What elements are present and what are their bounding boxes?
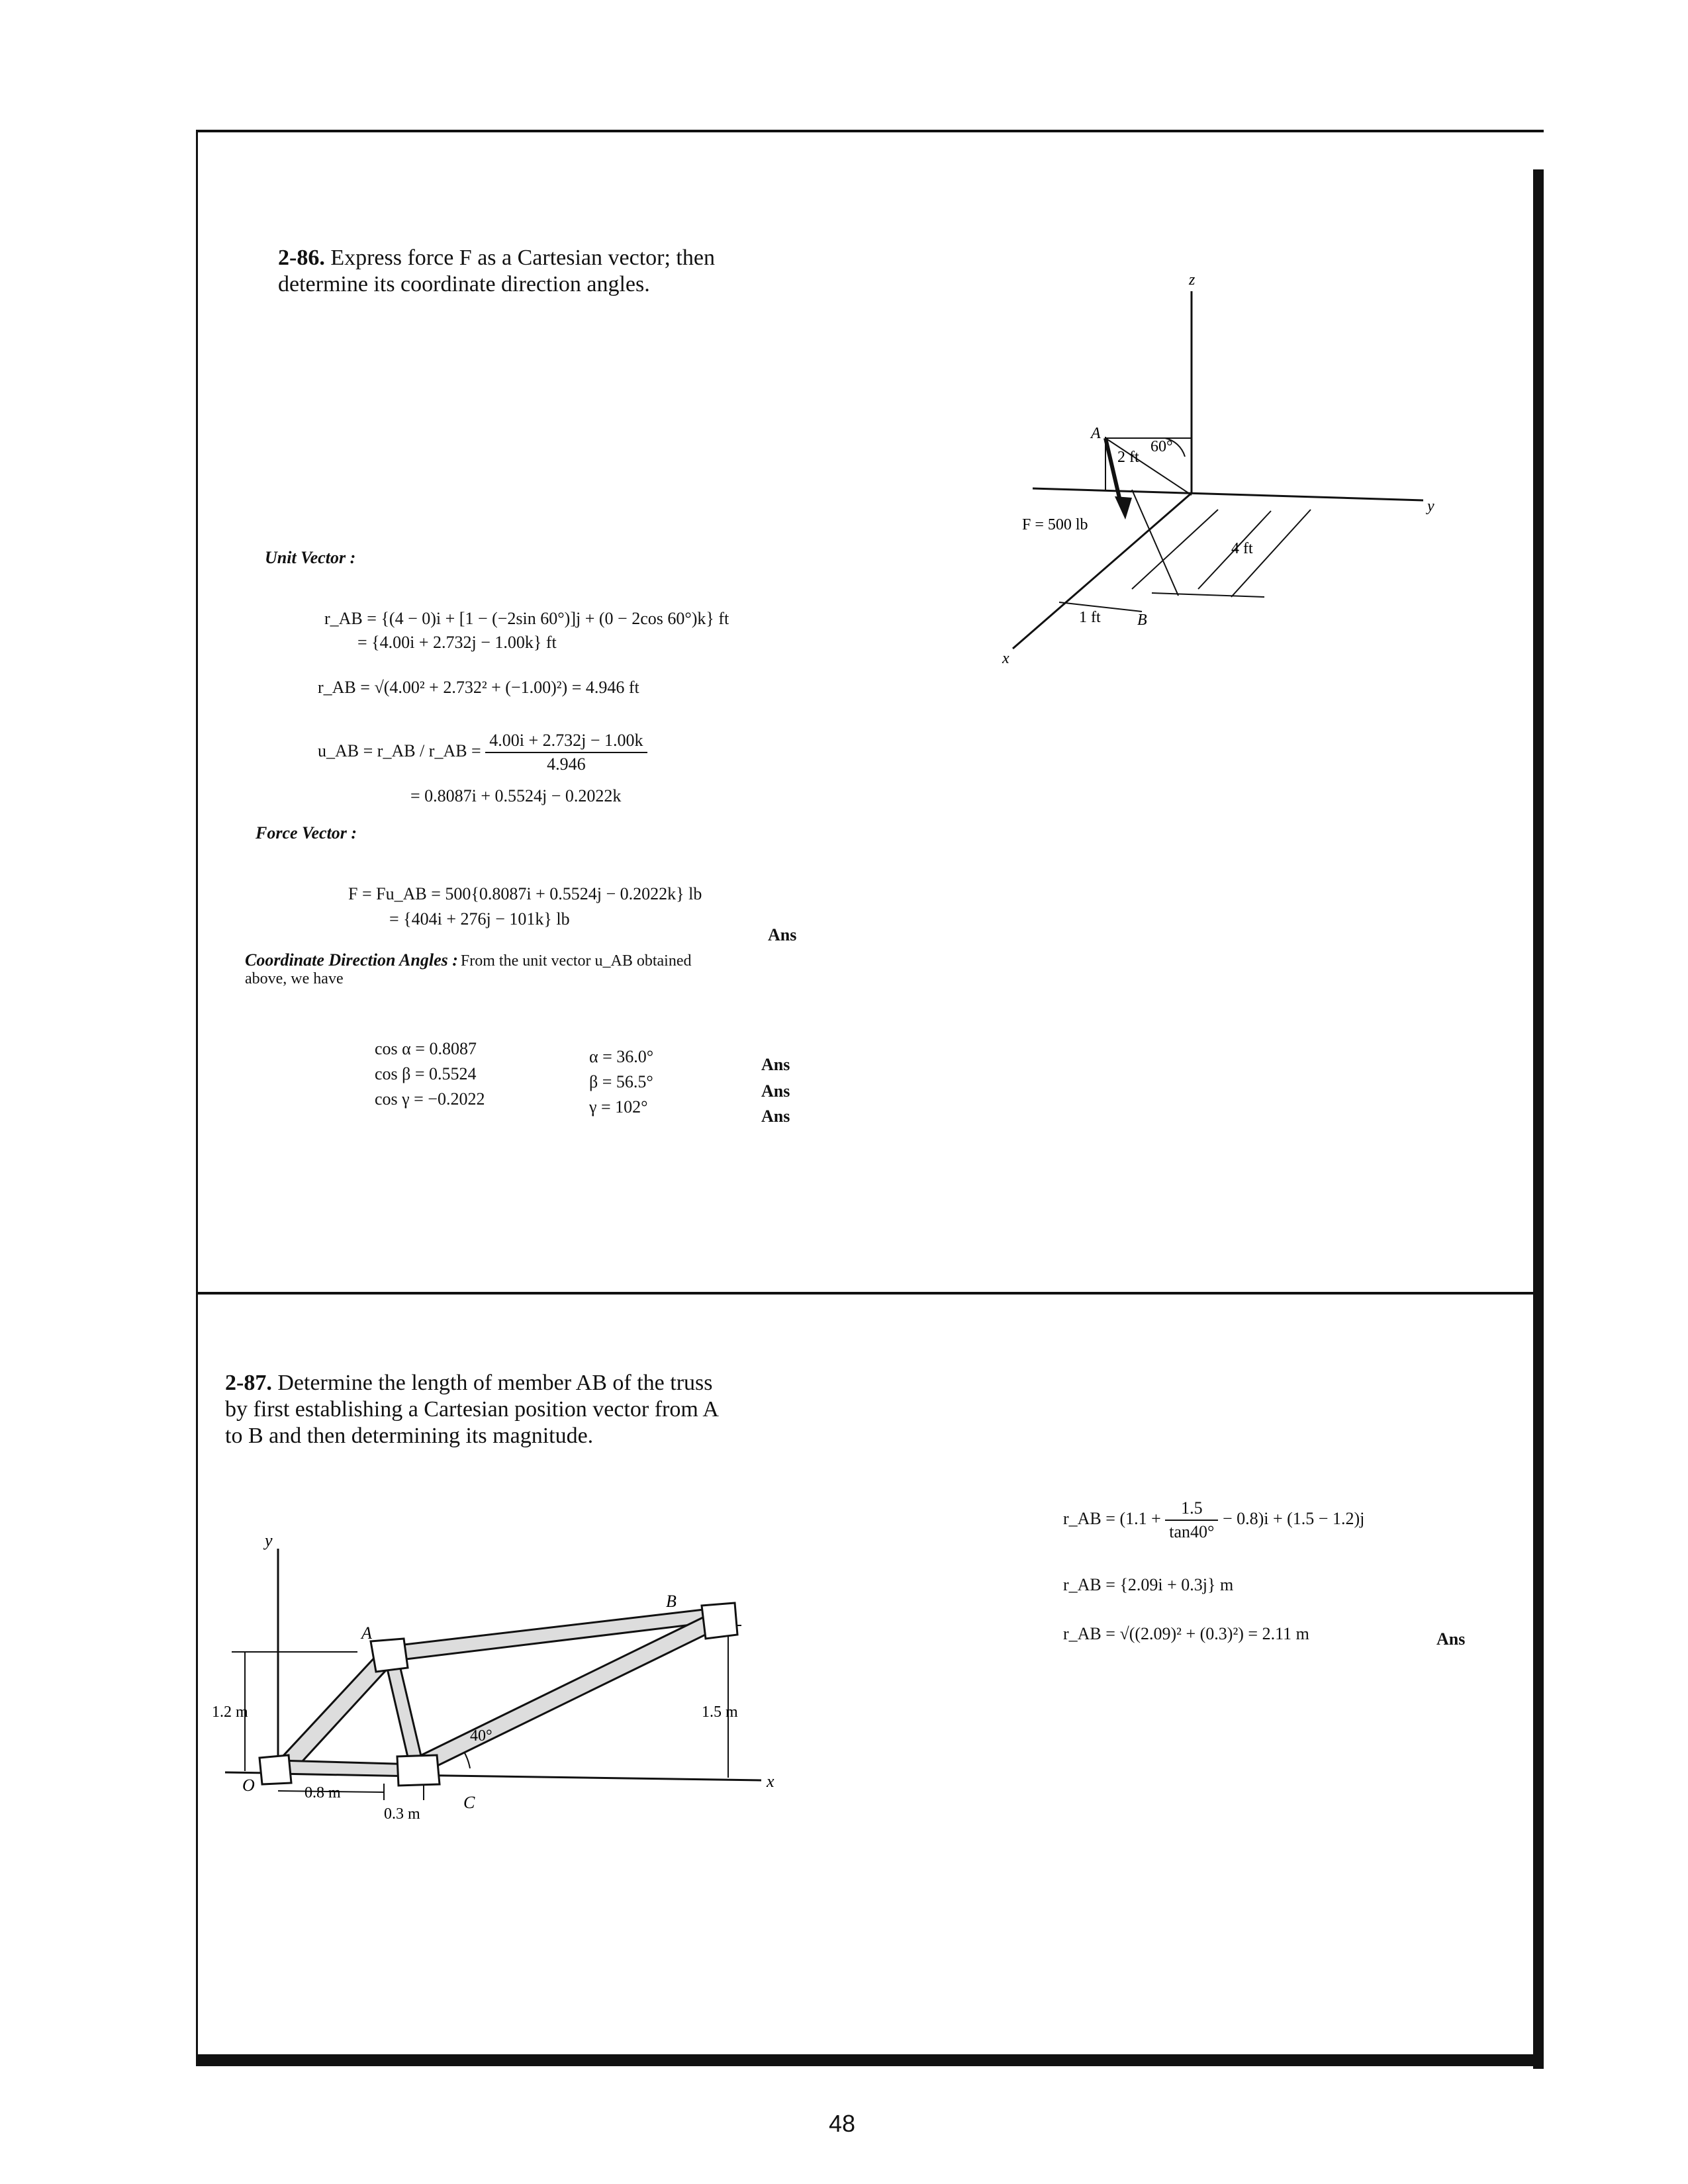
- problem-286-statement: [278, 245, 847, 298]
- problem-286-line2: determine its coordinate direction angles.: [278, 272, 650, 296]
- r-ab-line2: = {4.00i + 2.732j − 1.00k} ft: [357, 633, 557, 652]
- fig287-label-40: 40°: [470, 1727, 492, 1745]
- fig287-member-oc: [278, 1760, 417, 1776]
- fig287-label-o: O: [242, 1776, 255, 1795]
- fig287-label-b: B: [666, 1592, 677, 1611]
- p287-eq1-numerator: 1.5: [1165, 1497, 1218, 1521]
- u-ab-denominator: 4.946: [547, 754, 586, 774]
- p287-eq1-denominator: tan40°: [1169, 1522, 1215, 1541]
- fig287-member-ac: [384, 1655, 424, 1768]
- force-vector-label: Force Vector :: [256, 823, 357, 842]
- fig286-label-2ft: 2 ft: [1117, 449, 1139, 466]
- angles-text2: above, we have: [245, 970, 344, 987]
- figure-286: [993, 265, 1456, 675]
- problem-divider: [196, 1292, 1544, 1295]
- fig286-label-y: y: [1427, 498, 1434, 515]
- force-ans: Ans: [768, 925, 797, 944]
- fig287-label-a: A: [361, 1623, 372, 1643]
- p287-ans: Ans: [1436, 1629, 1466, 1649]
- fig286-dim-line-a: [1132, 510, 1218, 589]
- fig287-label-03: 0.3 m: [384, 1805, 420, 1823]
- unit-vector-label: Unit Vector :: [265, 548, 356, 567]
- u-ab-fraction: [485, 729, 647, 776]
- fig287-gusset-b: [702, 1603, 737, 1639]
- p287-eq1: [1063, 1497, 1364, 1543]
- problem-287-number: 2-87.: [225, 1371, 272, 1395]
- fig286-label-z: z: [1189, 271, 1196, 289]
- fig286-y-axis: [1033, 488, 1423, 500]
- page-number: 48: [829, 2110, 856, 2137]
- fig286-label-force: F = 500 lb: [1022, 516, 1088, 533]
- u-ab-equation: [318, 729, 647, 776]
- figure-287: [205, 1522, 801, 1893]
- alpha-value: α = 36.0°: [589, 1047, 654, 1066]
- fig287-label-15: 1.5 m: [702, 1704, 738, 1721]
- problem-287-line2: by first establishing a Cartesian position vector from A: [225, 1397, 719, 1422]
- fig286-label-4ft: 4 ft: [1231, 540, 1253, 557]
- r-ab-line1: r_AB = {(4 − 0)i + [1 − (−2sin 60°)]j + (0 − 2cos 60°)k} ft: [324, 609, 729, 628]
- fig286-b-horizontal: [1152, 593, 1264, 597]
- u-ab-numerator: 4.00i + 2.732j − 1.00k: [485, 729, 647, 753]
- u-ab-result: = 0.8087i + 0.5524j − 0.2022k: [410, 786, 622, 805]
- fig286-label-x: x: [1002, 650, 1009, 667]
- problem-287-statement: [225, 1370, 821, 1449]
- force-line2: = {404i + 276j − 101k} lb: [389, 909, 570, 929]
- angles-text: From the unit vector u_AB obtained: [460, 952, 692, 970]
- fig287-label-x: x: [767, 1772, 774, 1791]
- fig287-label-c: C: [463, 1793, 475, 1812]
- problem-287-line1: Determine the length of member AB of the truss: [277, 1371, 713, 1395]
- problem-286-line1: Express force F as a Cartesian vector; then: [330, 246, 715, 270]
- p287-eq3: r_AB = √((2.09)² + (0.3)²) = 2.11 m: [1063, 1624, 1309, 1643]
- u-ab-lhs: u_AB = r_AB / r_AB =: [318, 741, 481, 760]
- fig286-arrowhead: [1115, 496, 1132, 520]
- fig286-label-a: A: [1091, 425, 1101, 442]
- beta-value: β = 56.5°: [589, 1072, 653, 1091]
- fig286-foot-to-b: [1132, 490, 1178, 596]
- fig287-member-oa: [273, 1655, 392, 1778]
- gamma-ans: Ans: [761, 1107, 790, 1126]
- p287-eq1-rhs: − 0.8)i + (1.5 − 1.2)j: [1222, 1508, 1365, 1528]
- fig286-label-60: 60°: [1150, 438, 1173, 455]
- cos-alpha: cos α = 0.8087: [375, 1039, 477, 1058]
- p287-eq2: r_AB = {2.09i + 0.3j} m: [1063, 1575, 1234, 1594]
- alpha-ans: Ans: [761, 1055, 790, 1074]
- cos-gamma: cos γ = −0.2022: [375, 1089, 485, 1109]
- problem-287-line3: to B and then determining its magnitude.: [225, 1424, 594, 1448]
- angles-label: Coordinate Direction Angles :: [245, 950, 458, 970]
- fig286-label-b: B: [1137, 612, 1147, 629]
- fig287-gusset-a: [371, 1639, 408, 1672]
- fig287-label-08: 0.8 m: [305, 1784, 341, 1801]
- fig287-label-y: y: [265, 1531, 273, 1550]
- fig287-gusset-o: [259, 1755, 291, 1784]
- fig287-gusset-c: [397, 1755, 440, 1786]
- angles-intro: [245, 950, 801, 988]
- p287-eq1-fraction: [1165, 1497, 1218, 1543]
- frame-shadow-bottom: [196, 2054, 1544, 2066]
- cos-beta: cos β = 0.5524: [375, 1064, 477, 1083]
- beta-ans: Ans: [761, 1081, 790, 1101]
- frame-shadow-right: [1533, 169, 1544, 2069]
- fig286-label-1ft: 1 ft: [1079, 609, 1101, 626]
- fig287-label-12: 1.2 m: [212, 1704, 248, 1721]
- p287-eq1-lhs: r_AB = (1.1 +: [1063, 1508, 1161, 1528]
- force-line1: F = Fu_AB = 500{0.8087i + 0.5524j − 0.2022k} lb: [348, 884, 702, 903]
- r-ab-magnitude: r_AB = √(4.00² + 2.732² + (−1.00)²) = 4.946 ft: [318, 678, 639, 697]
- gamma-value: γ = 102°: [589, 1097, 648, 1116]
- problem-286-number: 2-86.: [278, 246, 325, 270]
